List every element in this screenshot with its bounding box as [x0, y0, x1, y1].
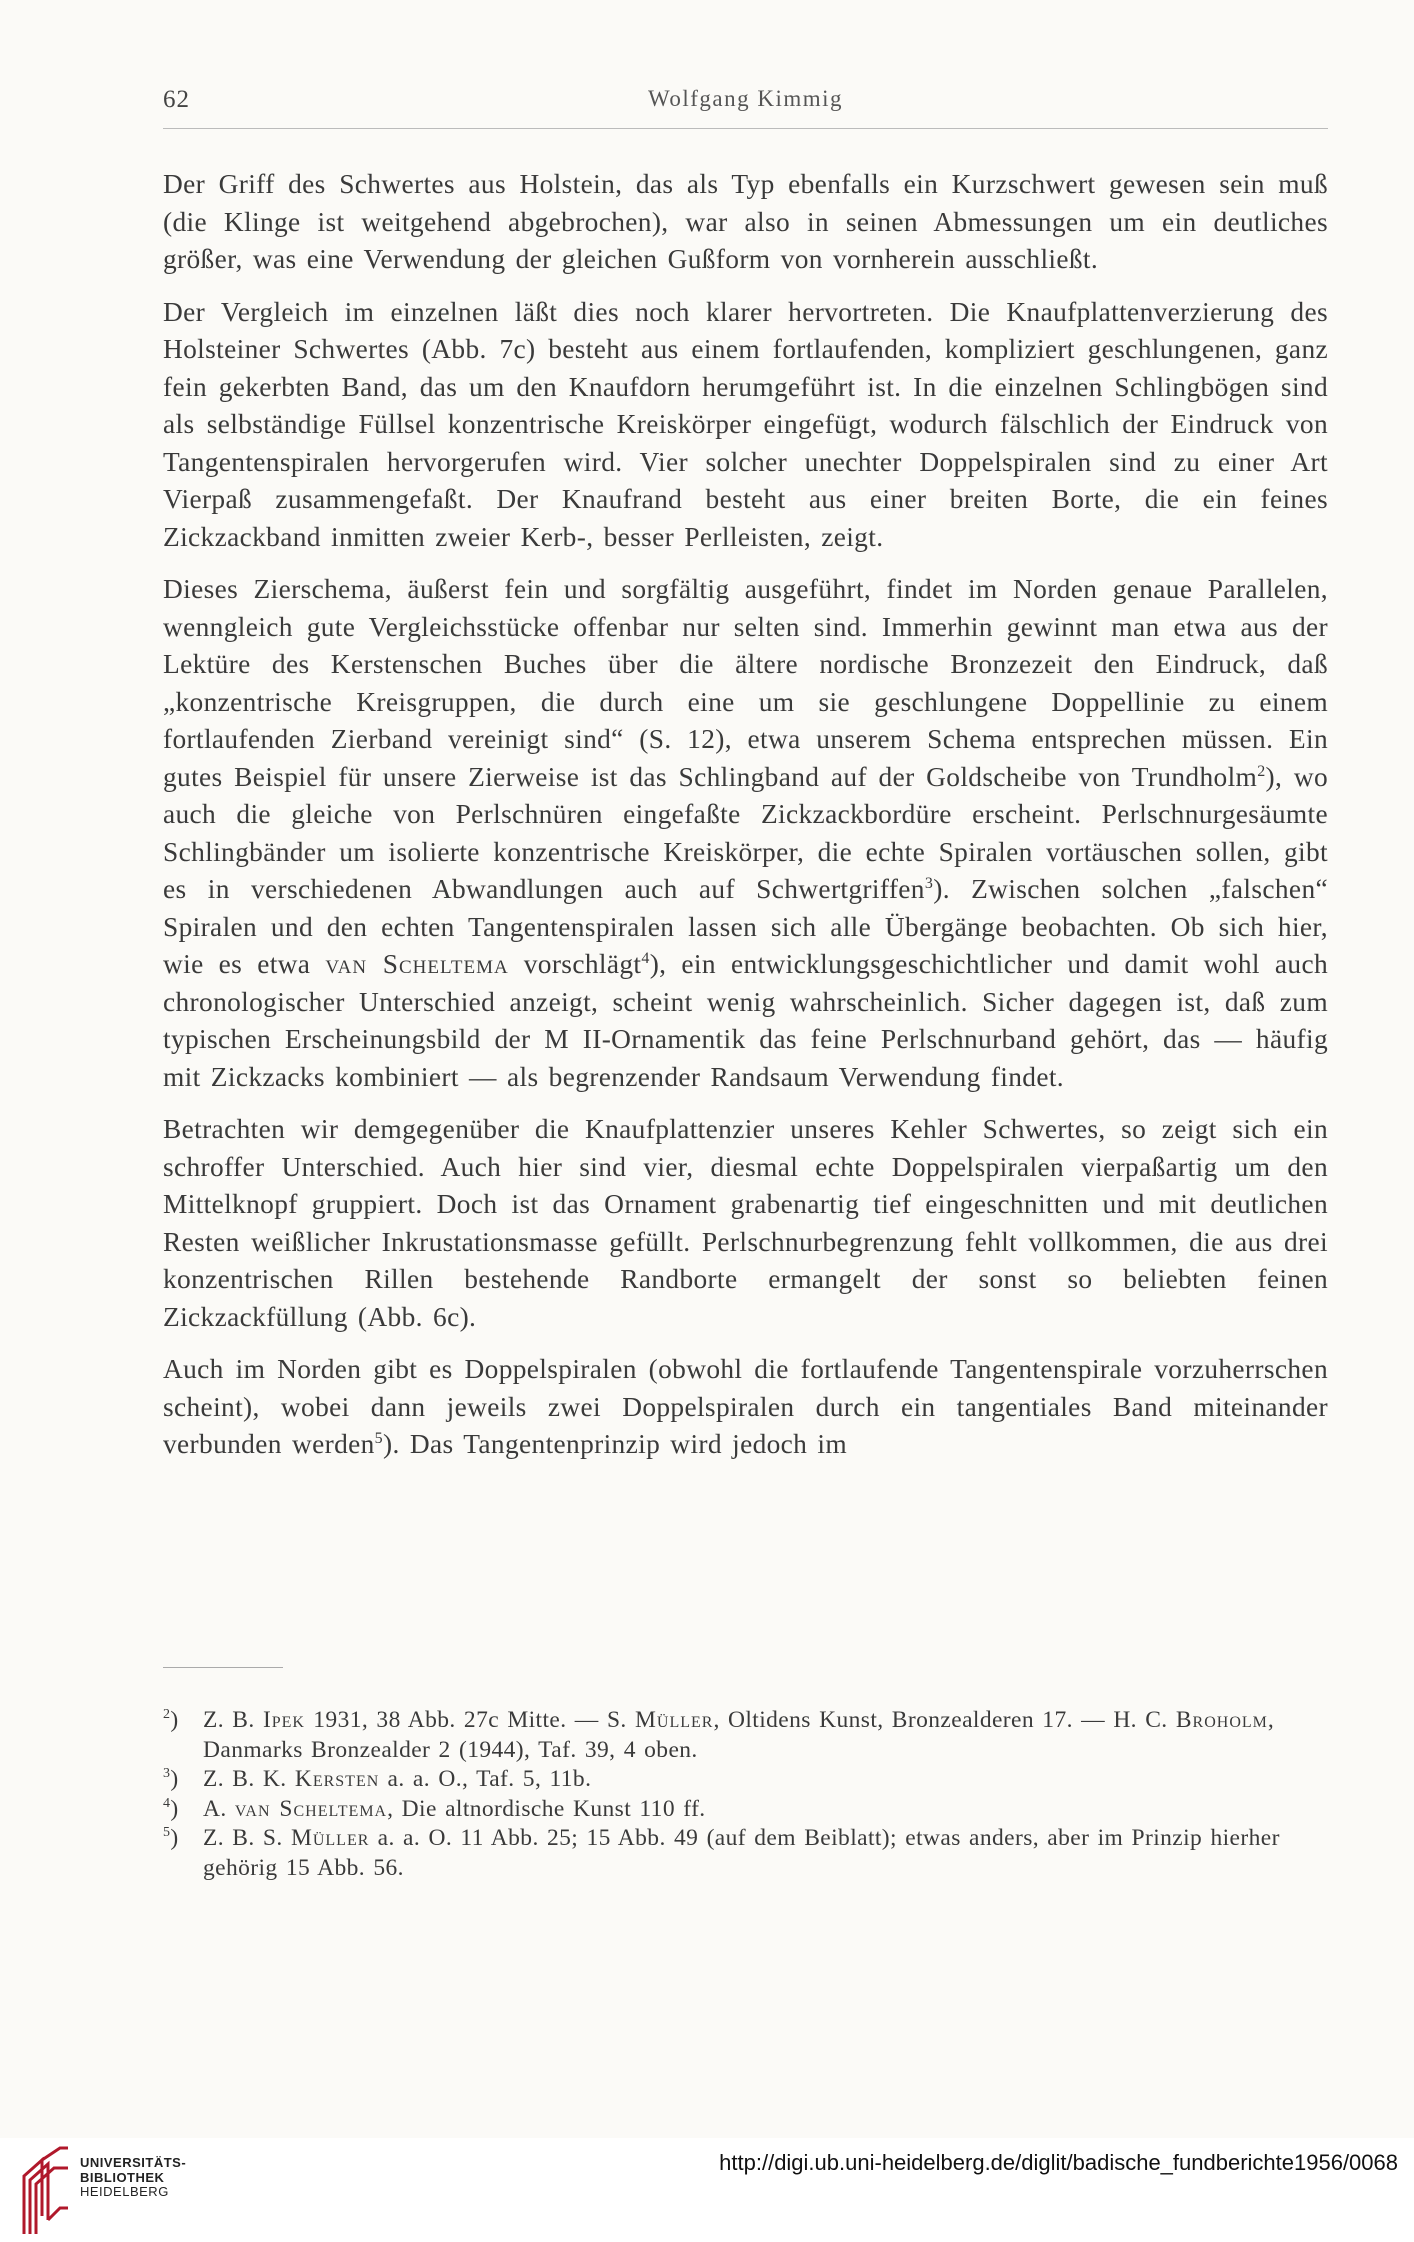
author-name: van Scheltema [325, 949, 509, 979]
footnote-ref-2[interactable]: 2 [1257, 762, 1266, 780]
ub-heidelberg-logo-icon[interactable] [20, 2146, 72, 2238]
header-rule [163, 128, 1328, 129]
paragraph-3-text: ), wo auch die gleiche von Perlschnüren eingefaßte Zickzackbordüre erscheint. Perlschnurgesäumte Schlingbänder um isolierte konzentrische Kreiskörper, die echte Spiralen vortäuschen sollen, gibt es in verschiedenen Abwandlungen auch auf Schwertgriffen [163, 761, 1328, 904]
footnotes [163, 1706, 1328, 1883]
paragraph-3-text: ), ein entwicklungsgeschichtlicher und damit wohl auch chronologischer Unterschied anzeigt, scheint wenig wahrscheinlich. Sicher dagegen ist, daß zum typischen Erscheinungsbild der M II-Ornamentik das feine Perlschnurband gehört, das — häufig mit Zickzacks kombiniert — als begrenzender Randsaum Verwendung findet. [163, 949, 1328, 1092]
library-name [80, 2156, 186, 2200]
paragraph-3-text: vorschlägt [508, 949, 642, 979]
paragraph-5-text: Auch im Norden gibt es Doppelspiralen (obwohl die fortlaufende Tangentenspirale vorzuherrschen scheint), wobei dann jeweils zwei Doppelspiralen durch ein tangentiales Band miteinander verbunden werden [163, 1354, 1328, 1459]
footnote-ref-3[interactable]: 3 [924, 874, 934, 892]
paragraph-3 [163, 571, 1328, 1096]
footnote-2: $^2$) Z. B. Ipek 1931, 38 Abb. 27c Mitte. — S. Müller, Oltidens Kunst, Bronzealderen 17. — H. C. Broholm, Danmarks Bronzealder 2 (1944), Taf. 39, 4 oben. [163, 1707, 1275, 1763]
footnote-mark: $^2$) [163, 1707, 179, 1733]
footnote-4: $^4$) A. van Scheltema, Die altnordische Kunst 110 ff. [163, 1795, 1328, 1825]
library-name-line: BIBLIOTHEK [80, 2169, 165, 2185]
digitization-footer [0, 2138, 1414, 2242]
paragraph-3-text: Dieses Zierschema, äußerst fein und sorgfältig ausgeführt, findet im Norden genaue Parallelen, wenngleich gute Vergleichsstücke offenbar nur selten sind. Immerhin gewinnt man etwa aus der Lektüre des Kerstenschen Buches über die ältere nordische Bronzezeit den Eindruck, daß „konzentrische Kreisgruppen, die durch eine um sie geschlungene Doppellinie zu einem fortlaufenden Zierband vereinigt sind“ (S. 12), etwa unserem Schema entsprechen müssen. Ein gutes Beispiel für unsere Zierweise ist das Schlingband auf der Goldscheibe von Trundholm [163, 574, 1328, 792]
library-name-line: UNIVERSITÄTS- [80, 2155, 187, 2170]
paragraph-2: Der Vergleich im einzelnen läßt dies noch klarer hervortreten. Die Knaufplattenverzierung des Holsteiner Schwertes (Abb. 7c) besteht aus einem fortlaufenden, kompliziert geschlungenen, ganz fein gekerbten Band, das um den Knaufdorn herumgeführt ist. In die einzelnen Schlingbögen sind als selbständige Füllsel konzentrische Kreiskörper eingefügt, wodurch fälschlich der Eindruck von Tangentenspiralen hervorgerufen wird. Vier solcher unechter Doppelspiralen sind zu einer Art Vierpaß zusammengefaßt. Der Knaufrand besteht aus einer breiten Borte, die ein feines Zickzackband inmitten zweier Kerb-, besser Perlleisten, zeigt. [163, 296, 1328, 552]
footnote-ref-4[interactable]: 4 [641, 949, 650, 967]
paragraph-5-text: ). Das Tangentenprinzip wird jedoch im [383, 1429, 848, 1459]
footnote-mark: $^3$) [163, 1766, 179, 1792]
library-name-line: HEIDELBERG [80, 2184, 169, 2199]
running-title: Wolfgang Kimmig [647, 86, 844, 111]
source-url-link[interactable]: http://digi.ub.uni-heidelberg.de/diglit/badische_fundberichte1956/0068 [719, 2150, 1398, 2175]
page-number: 62 [163, 86, 190, 113]
footnote-ref-5[interactable]: 5 [374, 1429, 384, 1447]
footnote-mark: $^5$) [163, 1825, 179, 1851]
paragraph-5 [163, 1351, 1328, 1464]
paragraph-4: Betrachten wir demgegenüber die Knaufplattenzier unseres Kehler Schwertes, so zeigt sich ein schroffer Unterschied. Auch hier sind vier, diesmal echte Doppelspiralen vierpaßartig um den Mittelknopf gruppiert. Doch ist das Ornament grabenartig tief eingeschnitten und mit deutlichen Resten weißlicher Inkrustationsmasse gefüllt. Perlschnurbegrenzung fehlt vollkommen, die aus drei konzentrischen Rillen bestehende Randborte ermangelt der sonst so beliebten feinen Zickzackfüllung (Abb. 6c). [163, 1114, 1328, 1332]
main-text [163, 166, 1328, 1479]
footnote-rule [163, 1667, 283, 1668]
paragraph-3-text: ). Zwischen solchen „falschen“ Spiralen und den echten Tangentenspiralen lassen sich alle Übergänge beobachten. Ob sich hier, wie es etwa [163, 874, 1328, 979]
footnote-mark: $^4$) [163, 1795, 179, 1822]
footnote-3: $^3$) Z. B. K. Kersten a. a. O., Taf. 5, 11b. [163, 1765, 1328, 1795]
page-header [163, 86, 1328, 120]
paragraph-1: Der Griff des Schwertes aus Holstein, das als Typ ebenfalls ein Kurzschwert gewesen sein muß (die Klinge ist weitgehend abgebrochen), war also in seinen Abmessungen um ein deutliches größer, was eine Verwendung der gleichen Gußform von vornherein ausschließt. [163, 169, 1328, 274]
footnote-5: $^5$) Z. B. S. Müller a. a. O. 11 Abb. 25; 15 Abb. 49 (auf dem Beiblatt); etwas anders, aber im Prinzip hierher gehörig 15 Abb. 56. [163, 1825, 1280, 1881]
